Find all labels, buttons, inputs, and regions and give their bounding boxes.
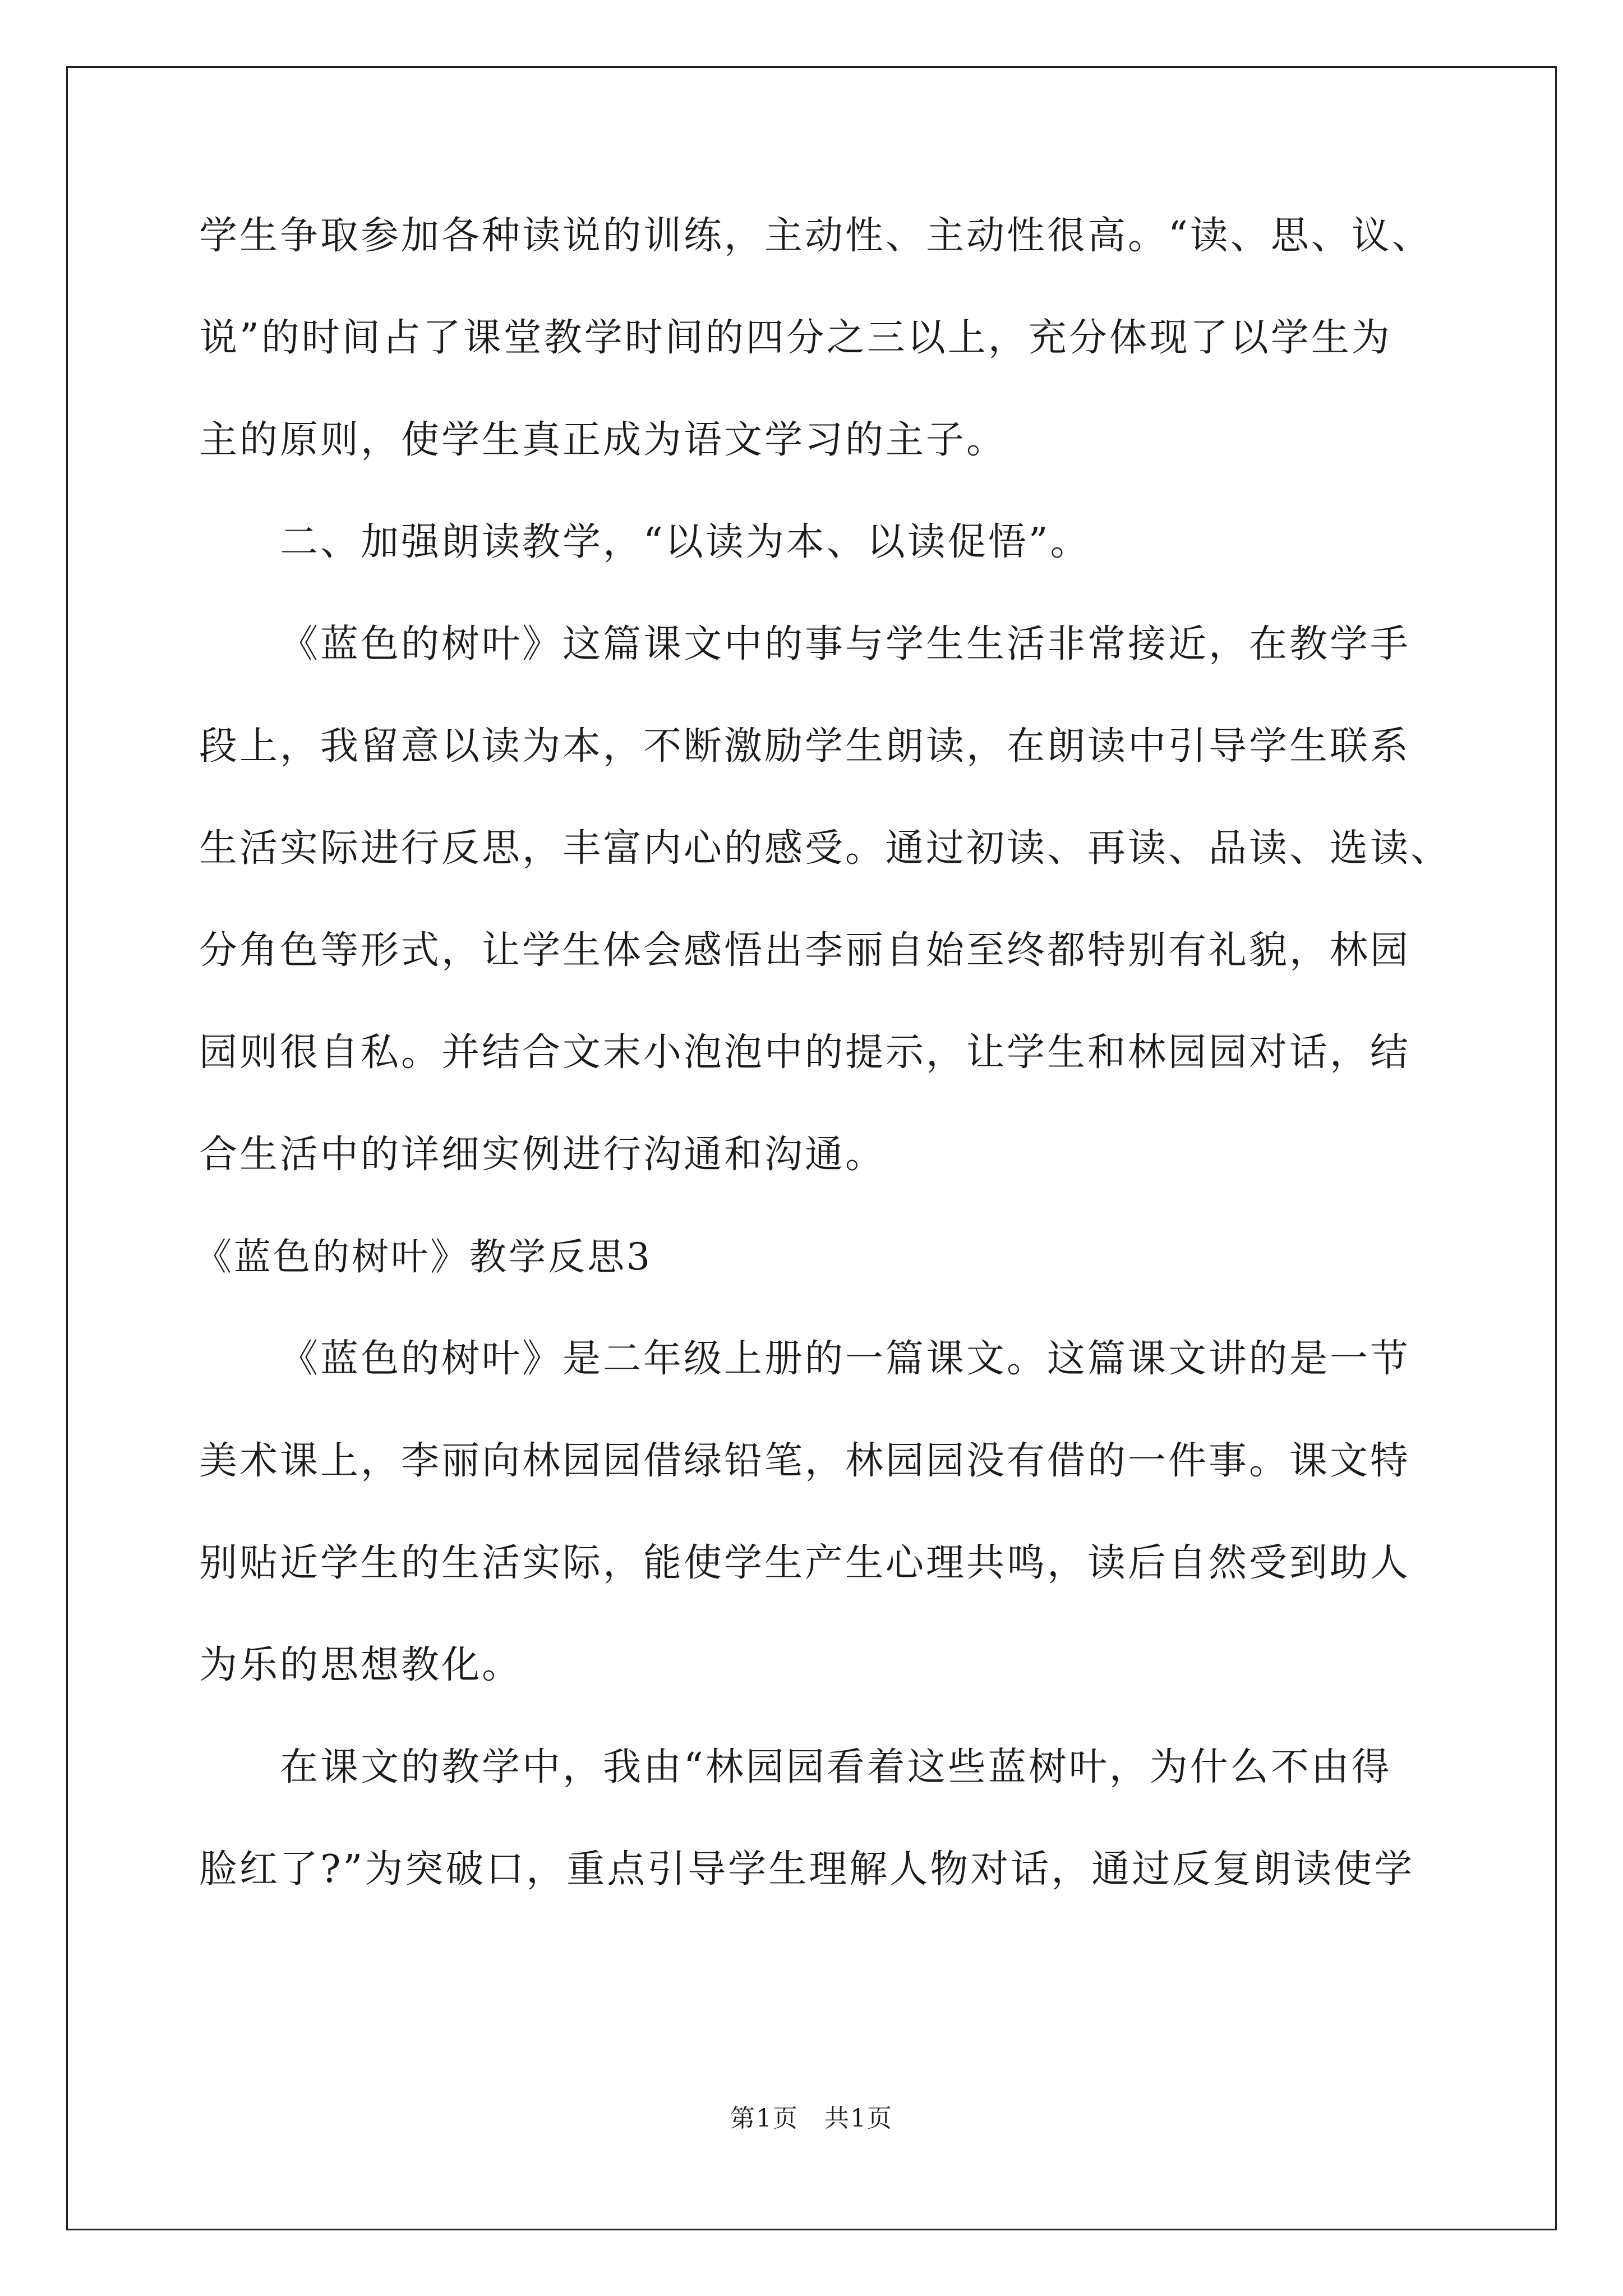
- page-number-footer: 第1页 共1页: [730, 2104, 893, 2133]
- text-line: 为乐的思想教化。: [199, 1643, 523, 1687]
- text-line: 生活实际进行反思，丰富内心的感受。通过初读、再读、品读、选读、: [199, 826, 1451, 871]
- text-line: 《蓝色的树叶》这篇课文中的事与学生生活非常接近，在教学手: [280, 622, 1411, 666]
- text-line: 园则很自私。并结合文末小泡泡中的提示，让学生和林园园对话，结: [199, 1030, 1411, 1075]
- text-line: 段上，我留意以读为本，不断激励学生朗读，在朗读中引导学生联系: [199, 724, 1411, 769]
- text-line: 二、加强朗读教学，“以读为本、以读促悟”。: [280, 520, 1091, 564]
- paragraph: [199, 1308, 1461, 1717]
- text-line: 脸红了?”为突破口，重点引导学生理解人物对话，通过反复朗读使学: [199, 1847, 1415, 1892]
- paragraph: [199, 1717, 1461, 1921]
- text-line: 说”的时间占了课堂教学时间的四分之三以上，充分体现了以学生为: [199, 316, 1392, 360]
- text-line: 《蓝色的树叶》是二年级上册的一篇课文。这篇课文讲的是一节: [280, 1337, 1411, 1381]
- text-line: 合生活中的详细实例进行沟通和沟通。: [199, 1133, 886, 1177]
- paragraph: [199, 593, 1461, 1206]
- document-body: [195, 185, 1461, 1921]
- text-line: 美术课上，李丽向林园园借绿铅笔，林园园没有借的一件事。课文特: [199, 1439, 1411, 1483]
- text-line: 在课文的教学中，我由“林园园看着这些蓝树叶，为什么不由得: [280, 1745, 1392, 1789]
- paragraph: [199, 491, 1461, 593]
- text-line: 主的原则，使学生真正成为语文学习的主子。: [199, 418, 1007, 462]
- paragraph: [199, 185, 1461, 491]
- section-heading: 《蓝色的树叶》教学反思3: [195, 1235, 652, 1278]
- text-line: 分角色等形式，让学生体会感悟出李丽自始至终都特别有礼貌，林园: [199, 928, 1411, 973]
- text-line: 学生争取参加各种读说的训练，主动性、主动性很高。“读、思、议、: [199, 214, 1432, 258]
- text-line: 别贴近学生的生活实际，能使学生产生心理共鸣，读后自然受到助人: [199, 1541, 1411, 1585]
